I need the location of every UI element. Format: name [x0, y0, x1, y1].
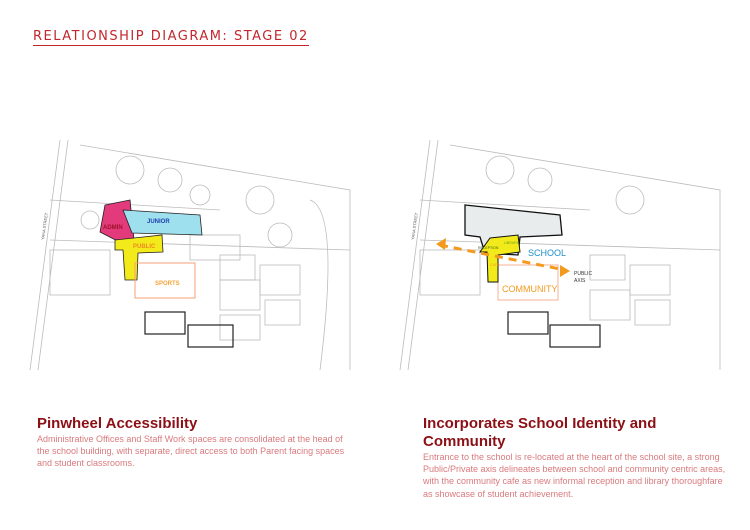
zone-sports-label: SPORTS — [155, 281, 180, 287]
site-plan-drawing — [20, 140, 360, 370]
caption-right-heading: Incorporates School Identity and Community — [423, 415, 657, 450]
caption-left-body: Administrative Offices and Staff Work spaces are consolidated at the head of the school building, with separate, direct access to both Parent facing spaces and student classrooms. — [37, 434, 345, 469]
public-axis-label-2: AXIS — [574, 278, 586, 284]
school-label: SCHOOL — [528, 248, 567, 258]
site-plan-drawing-right — [390, 140, 730, 370]
library-label: LIBRARY — [504, 241, 519, 245]
caption-left-heading: Pinwheel Accessibility — [37, 415, 198, 432]
site-plan-right — [390, 140, 730, 370]
site-plan-left — [20, 140, 360, 370]
reception-label: RECEPTION — [478, 246, 499, 250]
public-axis-label: PUBLIC — [574, 271, 593, 277]
zone-junior-label: JUNIOR — [147, 219, 170, 225]
zone-public-label: PUBLIC — [133, 244, 156, 250]
community-label: COMMUNITY — [502, 284, 558, 294]
caption-right-body: Entrance to the school is re-located at the heart of the school site, a strong Public/Private axis delineates between school and community centric areas, with the community cafe as new informal reception and library thoroughfare as showcase of student achievement. — [423, 452, 726, 499]
caption-left — [37, 415, 357, 470]
zone-admin-label: ADMIN — [103, 225, 123, 231]
page-title: RELATIONSHIP DIAGRAM: STAGE 02 — [33, 29, 309, 44]
caption-right — [423, 415, 728, 500]
street-label: YANA STREET — [40, 212, 49, 241]
street-label-right: YANA STREET — [410, 212, 419, 241]
cafe-label: CAFE — [490, 263, 500, 267]
